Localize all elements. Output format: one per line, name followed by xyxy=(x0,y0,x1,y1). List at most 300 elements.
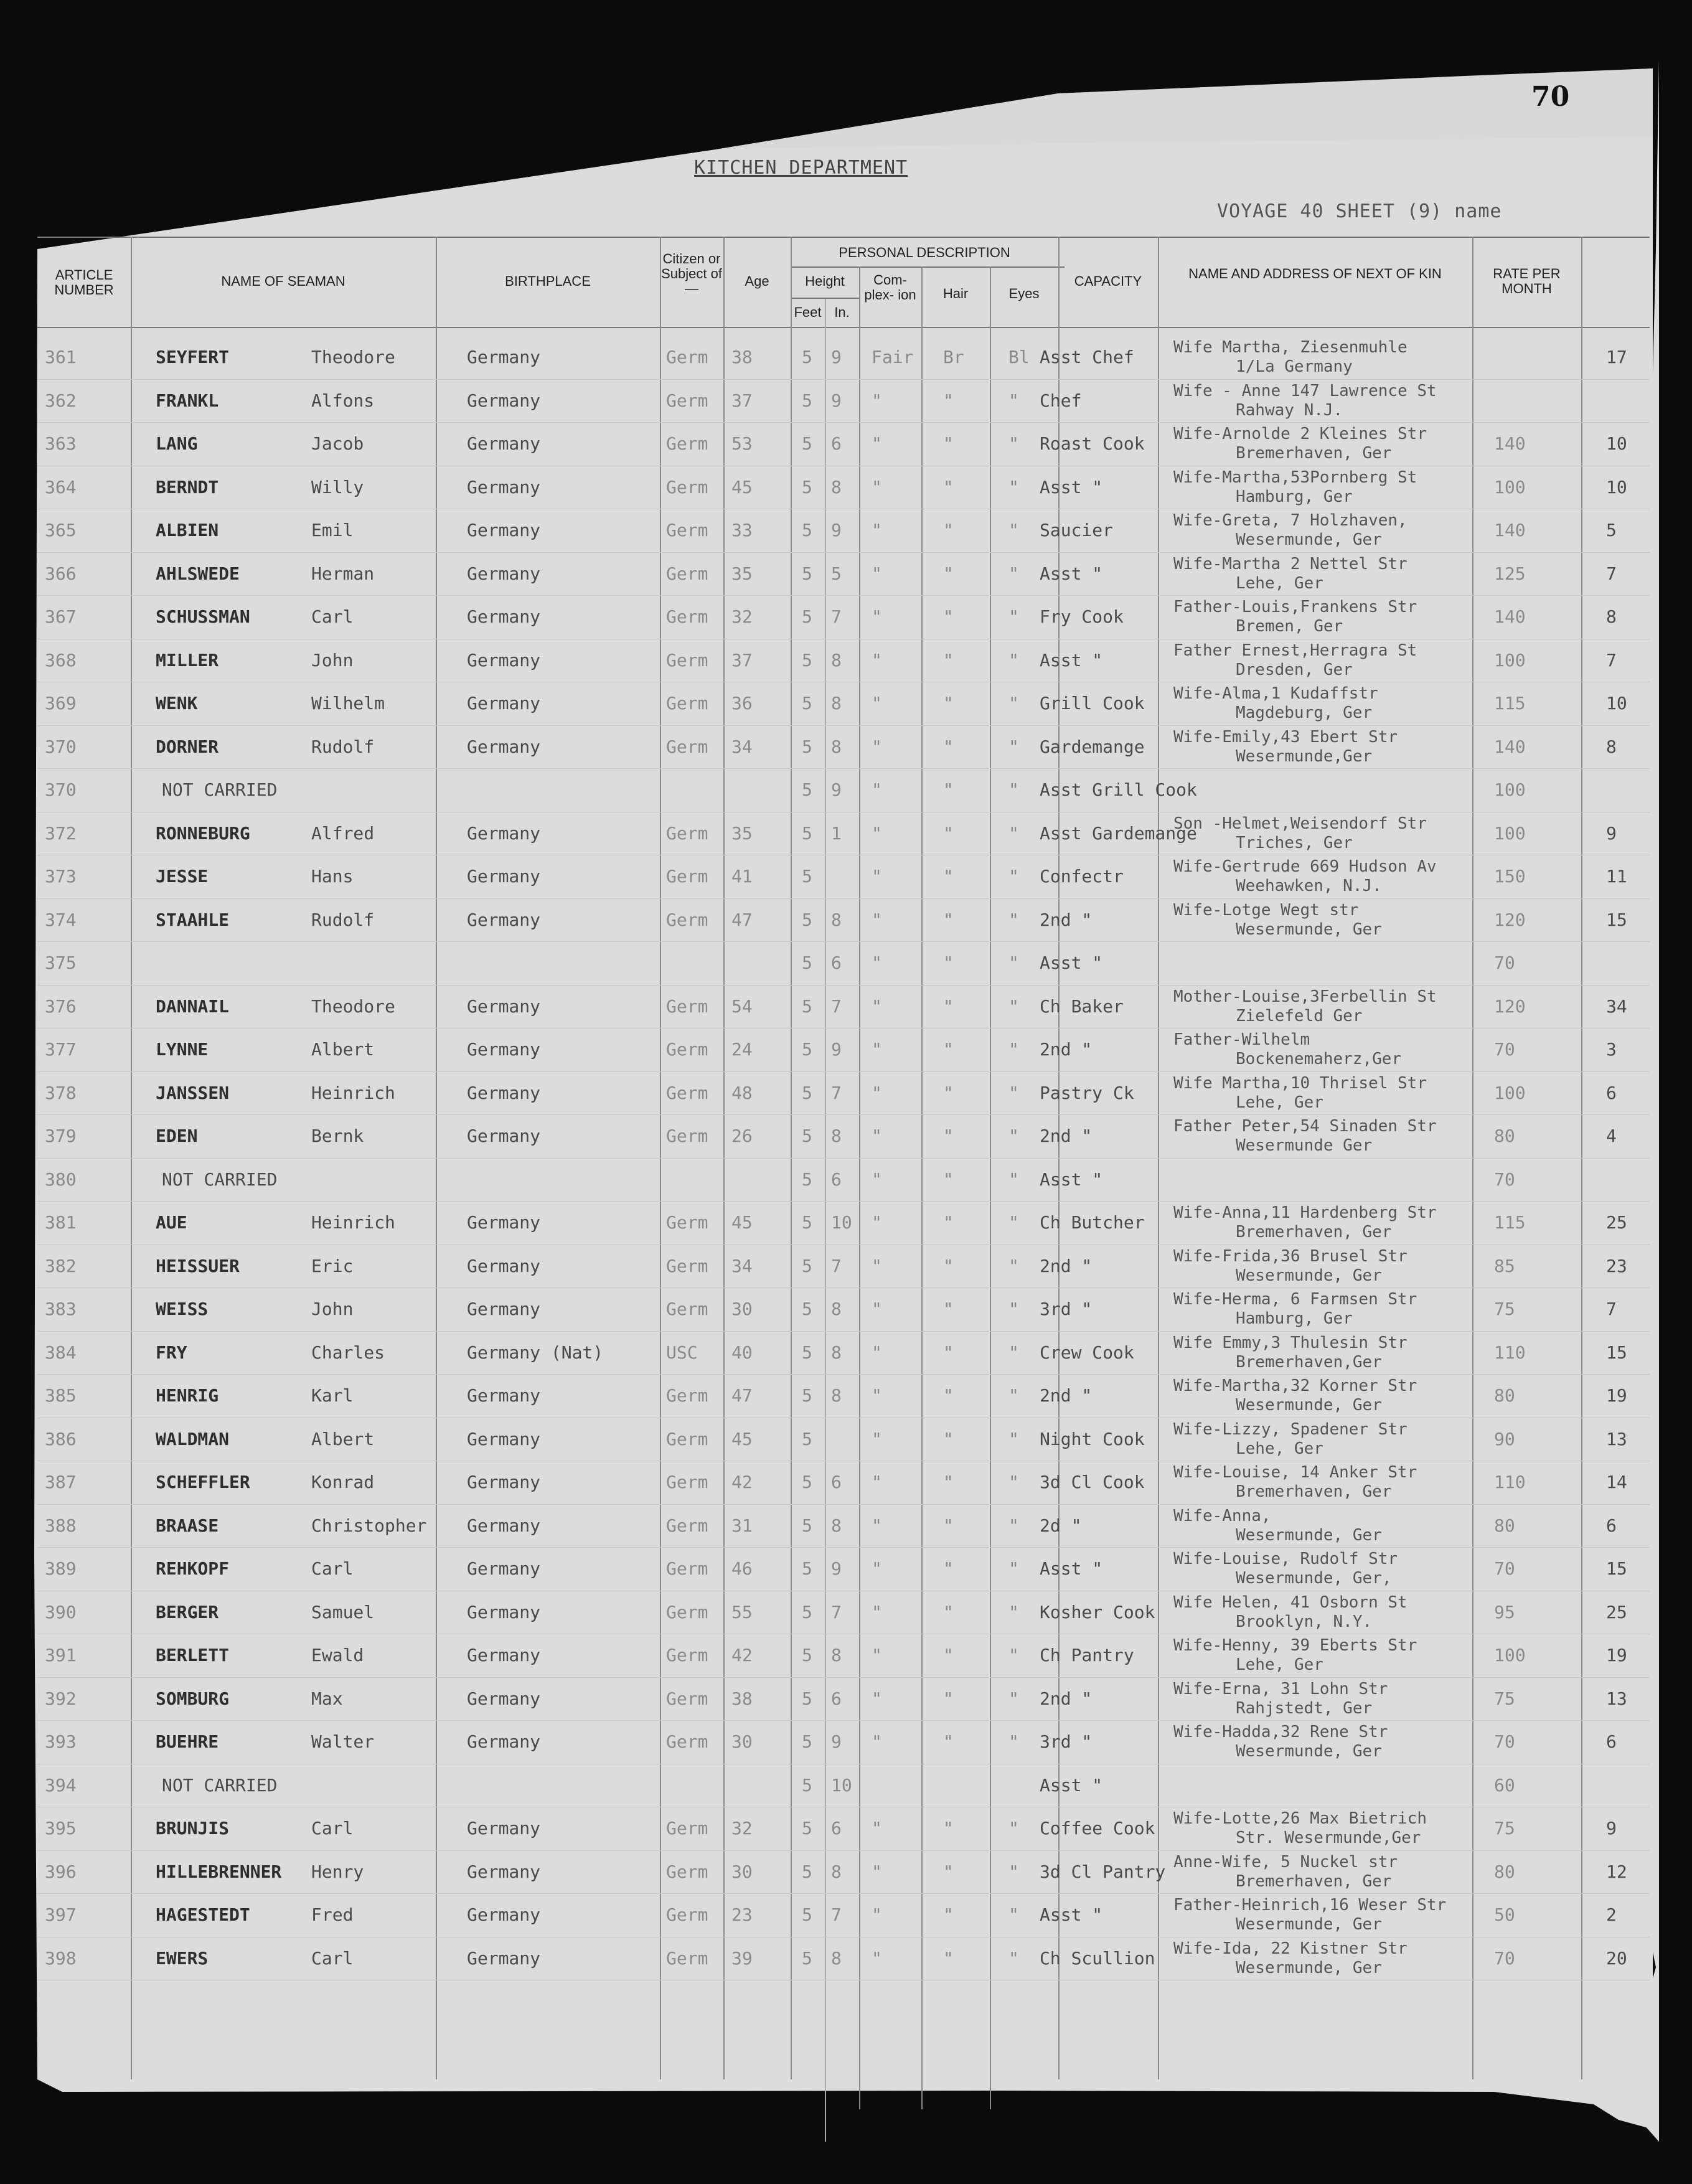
cell-no: 384 xyxy=(45,1342,77,1363)
cell-in: 8 xyxy=(831,736,842,757)
cell-comp: " xyxy=(872,1558,882,1579)
cell-extra: 19 xyxy=(1606,1385,1627,1406)
cell-age: 46 xyxy=(731,1558,753,1579)
cell-cit: Germ xyxy=(666,1601,708,1622)
cell-eyes: " xyxy=(1008,1645,1019,1665)
cell-capacity: Gardemange xyxy=(1040,736,1145,757)
cell-surname: SCHUSSMAN xyxy=(156,606,250,627)
cell-birth: Germany xyxy=(467,1212,541,1233)
cell-extra: 10 xyxy=(1606,693,1627,713)
cell-ft: 5 xyxy=(802,1169,812,1190)
cell-hair: " xyxy=(943,433,954,454)
cell-no: 361 xyxy=(45,347,77,367)
cell-first: Carl xyxy=(311,606,354,627)
cell-ft: 5 xyxy=(802,649,812,671)
cell-rate: 120 xyxy=(1494,996,1526,1017)
cell-birth: Germany xyxy=(467,693,541,713)
cell-birth: Germany xyxy=(467,520,541,540)
cell-next-of-kin-line2: Wesermunde, Ger xyxy=(1236,1266,1382,1285)
cell-rate: 80 xyxy=(1494,1385,1515,1406)
cell-capacity: 2nd " xyxy=(1040,1126,1093,1146)
cell-age: 32 xyxy=(731,1818,753,1838)
cell-next-of-kin-line2: 1/La Germany xyxy=(1236,357,1353,376)
cell-surname: HILLEBRENNER xyxy=(156,1861,282,1882)
cell-ft: 5 xyxy=(802,1688,812,1709)
cell-capacity: Asst " xyxy=(1040,1904,1103,1925)
cell-capacity: Ch Pantry xyxy=(1040,1645,1134,1665)
cell-ft: 5 xyxy=(802,953,812,973)
cell-comp: " xyxy=(872,1904,882,1925)
cell-cit: Germ xyxy=(666,1212,708,1233)
cell-rate: 60 xyxy=(1494,1774,1515,1796)
cell-hair: " xyxy=(943,909,954,930)
cell-first: Fred xyxy=(311,1904,354,1925)
cell-eyes: " xyxy=(1008,1169,1019,1190)
cell-extra: 7 xyxy=(1606,649,1617,671)
cell-ft: 5 xyxy=(802,736,812,757)
cell-age: 36 xyxy=(731,693,753,713)
row-rule xyxy=(37,898,1650,899)
cell-comp: " xyxy=(872,1861,882,1882)
cell-hair: " xyxy=(943,1342,954,1363)
cell-hair: " xyxy=(943,476,954,497)
cell-rate: 70 xyxy=(1494,1039,1515,1060)
cell-next-of-kin-line1: Wife-Frida,36 Brusel Str xyxy=(1173,1246,1408,1266)
cell-next-of-kin-line1: Wife-Martha,32 Korner Str xyxy=(1173,1377,1417,1395)
cell-no: 364 xyxy=(45,476,77,497)
cell-first: Walter xyxy=(311,1731,375,1752)
cell-next-of-kin-line2: Dresden, Ger xyxy=(1236,660,1353,679)
cell-next-of-kin-line1: Wife-Herma, 6 Farmsen Str xyxy=(1173,1290,1417,1309)
cell-rate: 75 xyxy=(1494,1299,1515,1319)
cell-birth: Germany xyxy=(467,649,541,671)
cell-age: 42 xyxy=(731,1645,753,1665)
cell-first: Albert xyxy=(311,1428,375,1449)
header-bottom-rule xyxy=(37,327,1650,328)
cell-comp: " xyxy=(872,390,882,411)
cell-cit: Germ xyxy=(666,1688,708,1709)
cell-cit: Germ xyxy=(666,996,708,1017)
cell-comp: " xyxy=(872,1299,882,1319)
cell-next-of-kin-line2: Bremerhaven, Ger xyxy=(1236,1223,1392,1241)
cell-eyes: " xyxy=(1008,1299,1019,1319)
cell-cit: Germ xyxy=(666,1861,708,1882)
cell-ft: 5 xyxy=(802,1731,812,1752)
cell-next-of-kin-line1: Wife-Lotte,26 Max Bietrich xyxy=(1173,1809,1427,1828)
cell-next-of-kin-line2: Zielefeld Ger xyxy=(1236,1006,1363,1025)
cell-hair: " xyxy=(943,563,954,584)
row-rule xyxy=(37,1677,1650,1678)
cell-capacity: Ch Butcher xyxy=(1040,1212,1145,1233)
cell-no: 367 xyxy=(45,606,77,627)
cell-next-of-kin-line2: Lehe, Ger xyxy=(1236,1439,1323,1458)
cell-extra: 25 xyxy=(1606,1212,1627,1233)
cell-hair: " xyxy=(943,736,954,757)
cell-eyes: " xyxy=(1008,1126,1019,1146)
cell-first: Jacob xyxy=(311,433,364,454)
cell-comp: " xyxy=(872,649,882,671)
cell-hair: " xyxy=(943,1428,954,1449)
cell-surname: BERNDT xyxy=(156,476,219,497)
cell-eyes: " xyxy=(1008,996,1019,1017)
cell-next-of-kin-line2: Rahway N.J. xyxy=(1236,400,1343,420)
cell-rate: 70 xyxy=(1494,1558,1515,1579)
header-capacity: CAPACITY xyxy=(1074,273,1142,289)
cell-next-of-kin-line1: Wife-Anna, xyxy=(1173,1506,1271,1525)
cell-age: 53 xyxy=(731,433,753,454)
row-rule xyxy=(37,985,1650,986)
cell-surname: HAGESTEDT xyxy=(156,1904,250,1925)
cell-next-of-kin-line2: Wesermunde, Ger xyxy=(1236,920,1382,939)
header-age: Age xyxy=(745,273,769,289)
cell-ft: 5 xyxy=(802,347,812,367)
cell-eyes: Bl xyxy=(1008,347,1030,367)
cell-birth: Germany xyxy=(467,1947,541,1969)
cell-ft: 5 xyxy=(802,1472,812,1492)
cell-capacity: Roast Cook xyxy=(1040,433,1145,454)
cell-birth: Germany xyxy=(467,1472,541,1492)
cell-surname: RONNEBURG xyxy=(156,822,250,844)
cell-extra: 10 xyxy=(1606,433,1627,454)
cell-extra: 12 xyxy=(1606,1861,1627,1882)
cell-cit: Germ xyxy=(666,563,708,584)
cell-cit: Germ xyxy=(666,1126,708,1146)
cell-surname: BUEHRE xyxy=(156,1731,219,1752)
cell-capacity: Grill Cook xyxy=(1040,693,1145,713)
cell-surname: NOT CARRIED xyxy=(162,779,278,800)
cell-birth: Germany xyxy=(467,1082,541,1103)
cell-cit: Germ xyxy=(666,1904,708,1925)
cell-next-of-kin-line2: Wesermunde, Ger xyxy=(1236,1525,1382,1545)
cell-birth: Germany xyxy=(467,822,541,844)
cell-in: 6 xyxy=(831,953,842,973)
cell-surname: HENRIG xyxy=(156,1385,219,1406)
cell-cit: Germ xyxy=(666,649,708,671)
cell-no: 370 xyxy=(45,736,77,757)
cell-age: 26 xyxy=(731,1126,753,1146)
cell-comp: " xyxy=(872,1515,882,1536)
cell-next-of-kin-line2: Hamburg, Ger xyxy=(1236,1309,1353,1328)
cell-no: 390 xyxy=(45,1601,77,1622)
row-rule xyxy=(37,1504,1650,1505)
cell-hair: " xyxy=(943,1169,954,1190)
cell-hair: " xyxy=(943,866,954,887)
cell-in: 9 xyxy=(831,1558,842,1579)
cell-hair: " xyxy=(943,520,954,540)
cell-extra: 2 xyxy=(1606,1904,1617,1925)
cell-surname: NOT CARRIED xyxy=(162,1169,278,1190)
row-rule xyxy=(37,1893,1650,1894)
cell-next-of-kin-line2: Bremerhaven, Ger xyxy=(1236,1871,1392,1891)
cell-age: 48 xyxy=(731,1082,753,1103)
cell-in: 9 xyxy=(831,779,842,800)
cell-in: 10 xyxy=(831,1774,852,1796)
cell-age: 31 xyxy=(731,1515,753,1536)
cell-surname: BRUNJIS xyxy=(156,1818,230,1838)
cell-eyes: " xyxy=(1008,476,1019,497)
voyage-sheet-line: VOYAGE 40 SHEET (9) name xyxy=(1217,200,1502,222)
cell-eyes: " xyxy=(1008,1818,1019,1838)
cell-comp: " xyxy=(872,1169,882,1190)
cell-hair: " xyxy=(943,693,954,713)
row-rule xyxy=(37,552,1650,553)
cell-eyes: " xyxy=(1008,866,1019,887)
cell-ft: 5 xyxy=(802,1212,812,1233)
cell-surname: SCHEFFLER xyxy=(156,1472,250,1492)
cell-ft: 5 xyxy=(802,1774,812,1796)
cell-capacity: Coffee Cook xyxy=(1040,1818,1155,1838)
cell-hair: " xyxy=(943,1947,954,1969)
cell-capacity: 2d " xyxy=(1040,1515,1082,1536)
cell-cit: Germ xyxy=(666,1558,708,1579)
cell-extra: 7 xyxy=(1606,1299,1617,1319)
cell-birth: Germany xyxy=(467,1385,541,1406)
cell-rate: 70 xyxy=(1494,953,1515,973)
row-rule xyxy=(37,595,1650,596)
cell-cit: Germ xyxy=(666,1255,708,1276)
cell-ft: 5 xyxy=(802,1558,812,1579)
cell-comp: " xyxy=(872,736,882,757)
cell-cit: Germ xyxy=(666,1731,708,1752)
cell-capacity: Asst Gardemange xyxy=(1040,822,1197,844)
cell-ft: 5 xyxy=(802,1515,812,1536)
cell-extra: 14 xyxy=(1606,1472,1627,1492)
cell-no: 366 xyxy=(45,563,77,584)
cell-next-of-kin-line1: Wife-Henny, 39 Eberts Str xyxy=(1173,1636,1417,1655)
cell-next-of-kin-line2: Wesermunde,Ger xyxy=(1236,746,1373,766)
col-divider xyxy=(859,266,860,2109)
cell-cit: Germ xyxy=(666,693,708,713)
cell-in: 7 xyxy=(831,1601,842,1622)
cell-no: 374 xyxy=(45,909,77,930)
cell-capacity: Asst " xyxy=(1040,953,1103,973)
cell-next-of-kin-line2: Brooklyn, N.Y. xyxy=(1236,1612,1373,1631)
header-rate: RATE PER MONTH xyxy=(1493,266,1561,296)
cell-next-of-kin-line1: Wife-Lizzy, Spadener Str xyxy=(1173,1419,1408,1439)
cell-next-of-kin-line2: Bremerhaven, Ger xyxy=(1236,1482,1392,1501)
cell-surname: MILLER xyxy=(156,649,219,671)
cell-next-of-kin-line2: Bremerhaven, Ger xyxy=(1236,444,1392,463)
cell-capacity: Ch Scullion xyxy=(1040,1947,1155,1969)
header-citizen: Citizen or Subject of— xyxy=(661,251,722,296)
cell-comp: " xyxy=(872,1645,882,1665)
cell-next-of-kin-line2: Bremen, Ger xyxy=(1236,617,1343,636)
cell-ft: 5 xyxy=(802,476,812,497)
cell-extra: 15 xyxy=(1606,1558,1627,1579)
cell-birth: Germany xyxy=(467,476,541,497)
cell-no: 385 xyxy=(45,1385,77,1406)
cell-comp: " xyxy=(872,1385,882,1406)
cell-ft: 5 xyxy=(802,433,812,454)
cell-birth: Germany xyxy=(467,1515,541,1536)
cell-extra: 23 xyxy=(1606,1255,1627,1276)
row-rule xyxy=(37,1071,1650,1072)
personal-description-rule xyxy=(791,266,1065,268)
cell-no: 369 xyxy=(45,693,77,713)
cell-capacity: 2nd " xyxy=(1040,909,1093,930)
cell-next-of-kin-line2: Str. Wesermunde,Ger xyxy=(1236,1829,1421,1847)
cell-ft: 5 xyxy=(802,1645,812,1665)
cell-hair: " xyxy=(943,822,954,844)
cell-first: Ewald xyxy=(311,1645,364,1665)
cell-hair: " xyxy=(943,390,954,411)
cell-ft: 5 xyxy=(802,996,812,1017)
cell-rate: 125 xyxy=(1494,563,1526,584)
cell-surname: LANG xyxy=(156,433,198,454)
header-feet: Feet xyxy=(794,304,822,320)
cell-in: 8 xyxy=(831,649,842,671)
cell-rate: 100 xyxy=(1494,476,1526,497)
cell-comp: " xyxy=(872,1342,882,1363)
cell-in: 8 xyxy=(831,476,842,497)
cell-ft: 5 xyxy=(802,1947,812,1969)
row-rule xyxy=(37,1287,1650,1288)
cell-birth: Germany xyxy=(467,390,541,411)
cell-extra: 4 xyxy=(1606,1126,1617,1146)
cell-rate: 115 xyxy=(1494,693,1526,713)
cell-surname: STAAHLE xyxy=(156,909,230,930)
cell-first: John xyxy=(311,1299,354,1319)
cell-age: 35 xyxy=(731,563,753,584)
cell-eyes: " xyxy=(1008,1558,1019,1579)
cell-eyes: " xyxy=(1008,693,1019,713)
header-hair: Hair xyxy=(942,286,969,301)
cell-hair: " xyxy=(943,1212,954,1233)
cell-cit: Germ xyxy=(666,390,708,411)
cell-next-of-kin-line1: Wife-Anna,11 Hardenberg Str xyxy=(1173,1203,1437,1222)
cell-cit: Germ xyxy=(666,1039,708,1060)
cell-next-of-kin-line2: Lehe, Ger xyxy=(1236,1093,1323,1112)
cell-surname: WALDMAN xyxy=(156,1428,230,1449)
cell-birth: Germany xyxy=(467,1255,541,1276)
cell-next-of-kin-line2: Hamburg, Ger xyxy=(1236,487,1353,506)
header-birthplace: BIRTHPLACE xyxy=(505,273,591,289)
cell-no: 379 xyxy=(45,1126,77,1146)
cell-rate: 75 xyxy=(1494,1688,1515,1709)
cell-no: 397 xyxy=(45,1904,77,1925)
cell-age: 41 xyxy=(731,866,753,887)
cell-birth: Germany xyxy=(467,563,541,584)
cell-birth: Germany xyxy=(467,1428,541,1449)
cell-rate: 90 xyxy=(1494,1428,1515,1449)
cell-next-of-kin-line1: Wife Helen, 41 Osborn St xyxy=(1173,1593,1408,1612)
cell-next-of-kin-line1: Father-Wilhelm xyxy=(1173,1030,1310,1049)
cell-hair: " xyxy=(943,1731,954,1752)
cell-hair: " xyxy=(943,1904,954,1925)
cell-first: Eric xyxy=(311,1255,354,1276)
cell-extra: 25 xyxy=(1606,1601,1627,1622)
cell-rate: 70 xyxy=(1494,1947,1515,1969)
cell-no: 363 xyxy=(45,433,77,454)
cell-eyes: " xyxy=(1008,520,1019,540)
cell-capacity: Ch Baker xyxy=(1040,996,1124,1017)
cell-in: 6 xyxy=(831,1688,842,1709)
cell-first: Wilhelm xyxy=(311,693,385,713)
cell-ft: 5 xyxy=(802,1385,812,1406)
cell-age: 45 xyxy=(731,476,753,497)
cell-next-of-kin-line1: Wife-Alma,1 Kudaffstr xyxy=(1173,684,1378,703)
cell-capacity: Asst Grill Cook xyxy=(1040,779,1197,800)
cell-in: 6 xyxy=(831,1169,842,1190)
cell-comp: " xyxy=(872,1126,882,1146)
cell-in: 8 xyxy=(831,1515,842,1536)
cell-birth: Germany xyxy=(467,996,541,1017)
cell-birth: Germany xyxy=(467,1299,541,1319)
cell-rate: 100 xyxy=(1494,779,1526,800)
cell-no: 370 xyxy=(45,779,77,800)
cell-cit: Germ xyxy=(666,520,708,540)
cell-next-of-kin-line1: Mother-Louise,3Ferbellin St xyxy=(1173,987,1437,1006)
cell-hair: " xyxy=(943,779,954,800)
cell-surname: BERGER xyxy=(156,1601,219,1622)
cell-birth: Germany xyxy=(467,606,541,627)
cell-rate: 80 xyxy=(1494,1515,1515,1536)
cell-no: 396 xyxy=(45,1861,77,1882)
cell-rate: 140 xyxy=(1494,736,1526,757)
cell-cit: Germ xyxy=(666,1082,708,1103)
cell-next-of-kin-line2: Wesermunde, Ger xyxy=(1236,1915,1382,1934)
crew-ledger-table xyxy=(37,237,1650,2079)
cell-birth: Germany xyxy=(467,1039,541,1060)
cell-eyes: " xyxy=(1008,1688,1019,1709)
cell-comp: " xyxy=(872,779,882,800)
cell-eyes: " xyxy=(1008,433,1019,454)
cell-capacity: 3d Cl Cook xyxy=(1040,1472,1145,1492)
cell-rate: 75 xyxy=(1494,1818,1515,1838)
cell-rate: 95 xyxy=(1494,1601,1515,1622)
cell-comp: " xyxy=(872,476,882,497)
cell-next-of-kin-line2: Wesermunde, Ger xyxy=(1236,530,1382,549)
cell-first: Alfred xyxy=(311,822,375,844)
cell-rate: 140 xyxy=(1494,520,1526,540)
cell-capacity: 2nd " xyxy=(1040,1255,1093,1276)
cell-age: 37 xyxy=(731,649,753,671)
cell-cit: Germ xyxy=(666,1645,708,1665)
cell-first: Carl xyxy=(311,1947,354,1969)
cell-first: Heinrich xyxy=(311,1212,395,1233)
row-rule xyxy=(37,379,1650,380)
cell-ft: 5 xyxy=(802,1601,812,1622)
cell-surname: DANNAIL xyxy=(156,996,230,1017)
cell-ft: 5 xyxy=(802,866,812,887)
cell-extra: 7 xyxy=(1606,563,1617,584)
cell-no: 392 xyxy=(45,1688,77,1709)
cell-eyes: " xyxy=(1008,1947,1019,1969)
cell-no: 398 xyxy=(45,1947,77,1969)
cell-surname: SEYFERT xyxy=(156,347,230,367)
cell-age: 54 xyxy=(731,996,753,1017)
cell-eyes: " xyxy=(1008,390,1019,411)
cell-eyes: " xyxy=(1008,1428,1019,1449)
cell-surname: SOMBURG xyxy=(156,1688,230,1709)
cell-next-of-kin-line2: Weehawken, N.J. xyxy=(1236,877,1382,895)
cell-in: 7 xyxy=(831,1255,842,1276)
cell-rate: 140 xyxy=(1494,606,1526,627)
page-number: 70 xyxy=(1531,81,1570,113)
cell-extra: 34 xyxy=(1606,996,1627,1017)
department-title: KITCHEN DEPARTMENT xyxy=(694,157,908,179)
cell-first: Konrad xyxy=(311,1472,375,1492)
cell-first: Bernk xyxy=(311,1126,364,1146)
cell-ft: 5 xyxy=(802,1861,812,1882)
cell-capacity: Confectr xyxy=(1040,866,1124,887)
cell-next-of-kin-line1: Wife-Gertrude 669 Hudson Av xyxy=(1173,857,1437,876)
row-rule xyxy=(37,725,1650,726)
cell-in: 9 xyxy=(831,347,842,367)
cell-age: 34 xyxy=(731,1255,753,1276)
cell-age: 42 xyxy=(731,1472,753,1492)
cell-extra: 10 xyxy=(1606,476,1627,497)
